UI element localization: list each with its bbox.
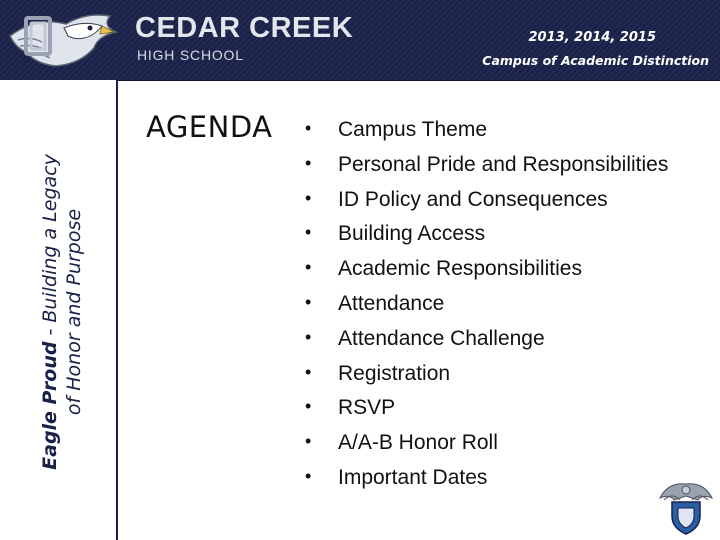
distinction-label: Campus of Academic Distinction bbox=[482, 53, 709, 68]
agenda-item-label: Attendance Challenge bbox=[338, 326, 545, 350]
agenda-list bbox=[300, 118, 668, 501]
agenda-item bbox=[300, 466, 668, 501]
bullet-icon: • bbox=[305, 396, 312, 417]
bullet-icon: • bbox=[305, 431, 312, 452]
agenda-item bbox=[300, 188, 668, 223]
agenda-item bbox=[300, 362, 668, 397]
agenda-item bbox=[300, 396, 668, 431]
agenda-item-label: Personal Pride and Responsibilities bbox=[338, 152, 669, 176]
agenda-item-label: ID Policy and Consequences bbox=[338, 187, 608, 211]
distinction-years: 2013, 2014, 2015 bbox=[528, 30, 656, 45]
agenda-item bbox=[300, 257, 668, 292]
agenda-item-label: Registration bbox=[338, 361, 451, 385]
bullet-icon: • bbox=[305, 222, 312, 243]
bullet-icon: • bbox=[305, 465, 312, 486]
bullet-icon: • bbox=[305, 326, 312, 347]
agenda-item bbox=[300, 327, 668, 362]
agenda-item-label: Important Dates bbox=[338, 465, 488, 489]
bullet-icon: • bbox=[305, 291, 312, 312]
agenda-item-label: Building Access bbox=[338, 222, 486, 246]
agenda-title: AGENDA bbox=[146, 110, 273, 144]
bullet-icon: • bbox=[305, 118, 312, 138]
agenda-item-label: A/A-B Honor Roll bbox=[338, 431, 498, 455]
agenda-item-label: RSVP bbox=[338, 396, 396, 420]
eagle-crest-icon bbox=[658, 476, 714, 536]
school-name: CEDAR CREEK bbox=[135, 12, 354, 44]
agenda-item-label: Academic Responsibilities bbox=[338, 257, 582, 281]
tagline-bold: Eagle Proud bbox=[39, 341, 61, 470]
agenda-item bbox=[300, 153, 668, 188]
eagle-logo-icon bbox=[6, 6, 124, 74]
agenda-item bbox=[300, 222, 668, 257]
bullet-icon: • bbox=[305, 187, 312, 208]
bullet-icon: • bbox=[305, 257, 312, 278]
header-banner bbox=[0, 0, 720, 81]
agenda-item-label: Campus Theme bbox=[338, 118, 488, 141]
tagline-line2: of Honor and Purpose bbox=[63, 208, 85, 416]
bullet-icon: • bbox=[305, 361, 312, 382]
agenda-item-label: Attendance bbox=[338, 291, 445, 315]
agenda-item bbox=[300, 431, 668, 466]
agenda-item bbox=[300, 118, 668, 153]
school-subtitle: HIGH SCHOOL bbox=[137, 47, 244, 63]
tagline-rest: - Building a Legacy bbox=[39, 154, 61, 342]
agenda-item bbox=[300, 292, 668, 327]
bullet-icon: • bbox=[305, 152, 312, 173]
sidebar-tagline bbox=[38, 132, 86, 492]
